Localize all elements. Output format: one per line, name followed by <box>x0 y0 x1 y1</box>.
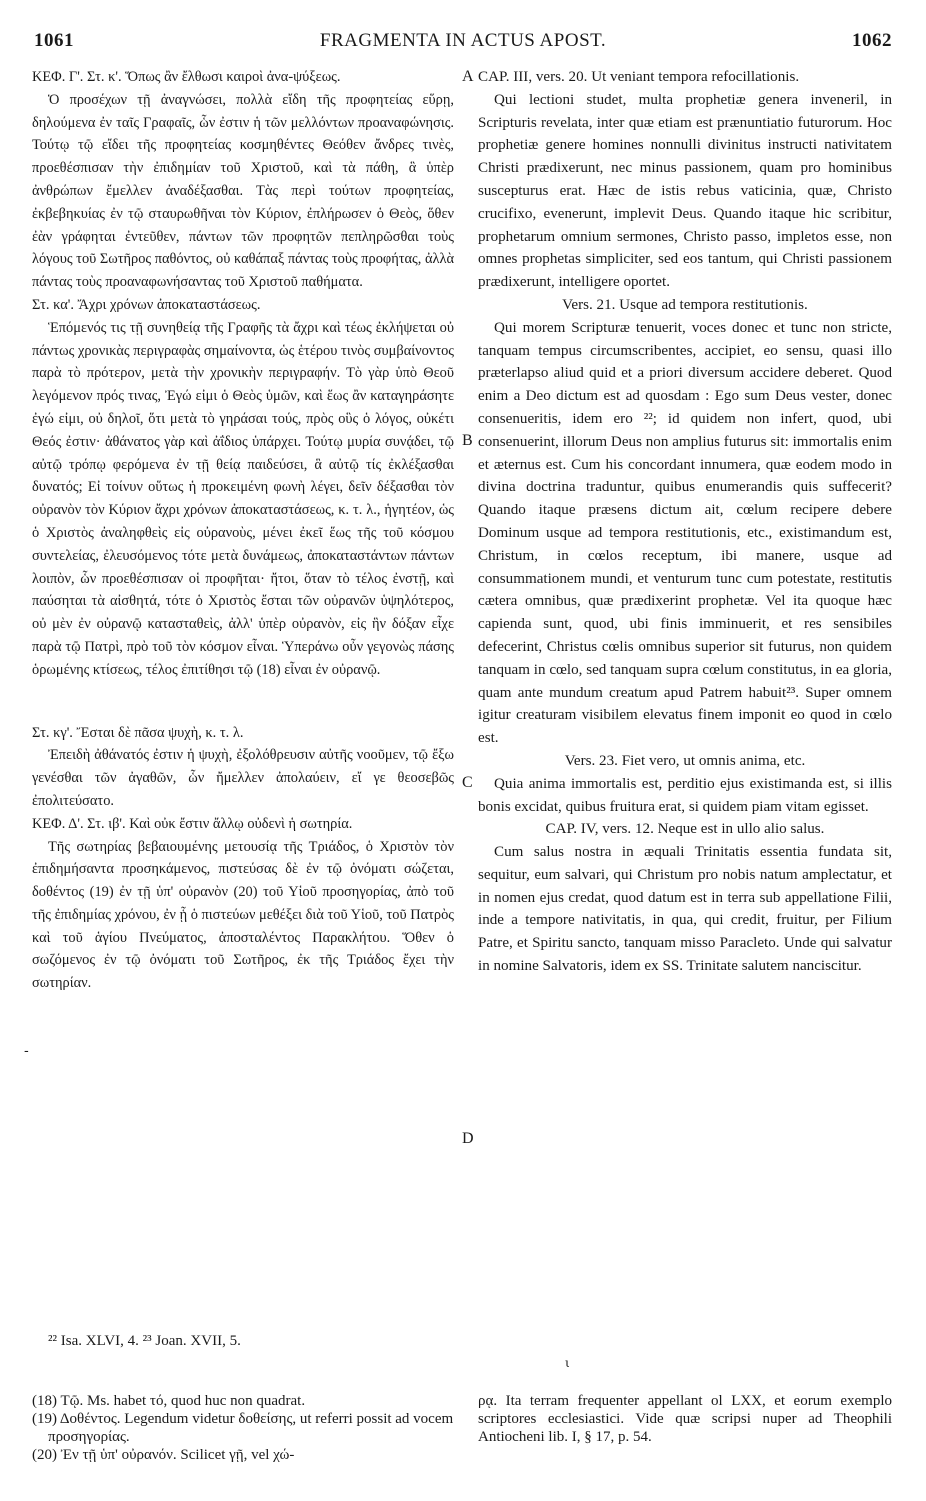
greek-paragraph: Ἑπόμενός τις τῇ συνηθείᾳ τῆς Γραφῆς τὰ ἄχρι καὶ τέως ἐκλήψεται οὐ πάντως χρονικὰς περιγραφὰς σημαίνοντα, ὡς ἑτέρου τινὸς συμβαίνοντος παρὰ τὸ πρότερον, μετὰ τὴν χρονικὴν περιγραφήν. Τὸ γὰρ ὑπὸ Θεοῦ λεγόμενον πρός τινας, Ἐγώ εἰμι ὁ Θεὸς ὑμῶν, καὶ ἕως ἂν καταγηράσητε ἐγώ εἰμι, οὐ δηλοῖ, ὅτι μετὰ τὸ γηράσαι τούς, πρὸς οὓς ὁ λόγος, οὐκέτι Θεός ἐστιν· ἀθάνατος γὰρ καὶ ἀΐδιος ὑπάρχει. Τούτῳ μυρία συνᾴδει, τῷ αὐτῷ τρόπῳ φερόμενα ἐν τῇ θείᾳ παιδεύσει, ἃ αὐτῷ τίς ἐκλέξασθαι δυνατός; Εἰ τοίνυν οὕτως ἡ προκειμένη φωνὴ λέγει, δεῖν δέξασθαι τὸν οὐρανὸν τὸν Κύριον ἄχρι χρόνων ἀποκαταστάσεως, κ. τ. λ., ἡγητέον, ὡς ὁ Χριστὸς ἀναληφθεὶς εἰς οὐρανοὺς, μένει ἐκεῖ ἕως τῆς τοῦ κόσμου συντελείας, ἐλευσόμενος τότε μετὰ δυνάμεως, ἀποκαταστάντων πάντων λοιπὸν, ὧν προεθέσπισαν οἱ προφῆται· ἤτοι, ὅταν τὸ τέλος ἐνστῇ, καὶ παύσηται τὰ αἰσθητά, τότε ὁ Χριστὸς ἔσται τῶν οὐρανῶν ὑψηλότερος, οὐ μὲν ἐν οὐρανῷ κατασταθεὶς, ἀλλ' ὑπὲρ οὐρανὸν, εἰς ἣν δόξαν εἶχε παρὰ τῷ Πατρὶ, πρὸ τοῦ τὸν κόσμον εἶναι. Ὑπεράνω οὖν γεγονὼς πάσης ὁρωμένης κτίσεως, τέλος ἐπιτίθησι τῷ (18) εἶναι ἐν οὐρανῷ. <box>32 319 454 678</box>
running-title: FRAGMENTA IN ACTUS APOST. <box>319 30 607 51</box>
latin-heading: CAP. IV, vers. 12. Neque est in ullo alio salus. <box>545 821 825 838</box>
latin-paragraph: Cum salus nostra in æquali Trinitatis essentia fundata sit, sequitur, eum salvari, qui Christum pro nobis natum amplectatur, et in nomen ejus credat, quod datum est in terra sub appellatione Filii, inde a tempore nativitatis, in qua, qui credit, fruitur, per Filium Patre, et Spiritu sancto, tanquam misso Paracleto. Unde qui salvatur in nomine Salvatoris, idem ex SS. Trinitate salutem nanciscitur. <box>478 844 892 975</box>
page-number-right: 1062 <box>852 30 892 51</box>
margin-letter-d: D <box>462 1130 474 1147</box>
greek-column <box>32 66 454 995</box>
latin-column <box>478 66 892 978</box>
greek-heading: ΚΕΦ. Δ'. Στ. ιβ'. Καὶ οὐκ ἔστιν ἄλλῳ οὐδενὶ ἡ σωτηρία. <box>32 815 353 832</box>
note-20: (20) Ἐν τῇ ὑπ' οὐρανόν. Scilicet γῇ, vel χώ- <box>32 1447 295 1463</box>
greek-heading: Στ. κα'. Ἄχρι χρόνων ἀποκαταστάσεως. <box>32 296 261 313</box>
margin-letter-b: B <box>462 432 473 449</box>
stray-mark: ι <box>565 1356 570 1370</box>
stray-dash: - <box>24 1043 29 1059</box>
latin-heading: CAP. III, vers. 20. Ut veniant tempora refocillationis. <box>478 69 800 85</box>
page-number-left: 1061 <box>34 30 74 51</box>
notes-right: ρᾳ. Ita terram frequenter appellant ol LXX, et eorum exemplo scriptores ecclesiastici. Vide quæ scripsi nuper ad Theophili Antiocheni lib. I, § 17, p. 54. <box>478 1393 892 1445</box>
margin-letter-a: A <box>462 68 474 85</box>
note-19: (19) Δοθέντος. Legendum videtur δοθείσης, ut referri possit ad vocem προσηγορίας. <box>32 1411 454 1445</box>
latin-paragraph: Quia anima immortalis est, perditio ejus existimanda est, si illis bonis excidat, quibus fruitura erat, si quidem piam vitam egisset. <box>478 775 892 815</box>
greek-paragraph: Ἐπειδὴ ἀθάνατός ἐστιν ἡ ψυχὴ, ἐξολόθρευσιν αὐτῆς νοοῦμεν, τῷ ἔξω γενέσθαι τῶν ἀγαθῶν, ὧν ἤμελλεν ἀπολαύειν, εἴ γε θεοσεβῶς ἐπολιτεύσατο. <box>32 747 454 809</box>
running-header <box>34 30 892 56</box>
greek-heading: ΚΕΦ. Γ'. Στ. κ'. Ὅπως ἂν ἔλθωσι καιροὶ ἀνα-ψύξεως. <box>32 69 341 85</box>
latin-heading: Vers. 21. Usque ad tempora restitutionis. <box>562 296 808 313</box>
note-18: (18) Τῷ. Ms. habet τό, quod huc non quadrat. <box>32 1393 306 1409</box>
greek-heading: Στ. κγ'. Ἔσται δὲ πᾶσα ψυχὴ, κ. τ. λ. <box>32 724 244 741</box>
latin-paragraph: Qui lectioni studet, multa prophetiæ genera inveneril, in Scripturis revelata, inter quæ etiam est prænuntiatio futurorum. Hoc prophetiæ genere homines nonnulli divinitus instructi nativitatem Christi prædixerunt, nec minus passionem, quam pro hominibus suscepturus erat. Hæc de istis rebus vaticinia, quæ, Christo crucifixo, evenerunt, implevit Deus. Quando itaque hic scribitur, prophetarum omnium sermones, Christo passo, impletos esse, non omnes prophetas simpliciter, sed eos tantum, qui Christi passionem prædixerunt, intelligere oportet. <box>478 91 892 291</box>
greek-paragraph: Τῆς σωτηρίας βεβαιουμένης μετουσίᾳ τῆς Τριάδος, ὁ Χριστὸν τὸν ἐπιδημήσαντα προσηκάμενος, πιστεύσας δὲ ἐν τῷ ὀνόματι σώζεται, δοθέντος (19) ἐν τῇ ὑπ' οὐρανὸν (20) τοῦ Υἱοῦ προσηγορίας, ἀπὸ τοῦ τῆς ἐπιδημίας χρόνου, ἐν ᾗ ὁ πιστεύων μεθέξει διὰ τοῦ Υἱοῦ, τοῦ Πατρὸς καὶ τοῦ ἁγίου Πνεύματος, ἀποσταλέντος Παρακλήτου. Ὅθεν ὁ σωζόμενος ἐν τῷ ὀνόματι τοῦ Σωτῆρος, ἐκ τῆς Τριάδος ἔχει τὴν σωτηρίαν. <box>32 838 454 992</box>
greek-spacer <box>32 682 454 722</box>
scripture-references: ²² Isa. XLVI, 4. ²³ Joan. XVII, 5. <box>48 1333 241 1349</box>
greek-paragraph: Ὁ προσέχων τῇ ἀναγνώσει, πολλὰ εἴδη τῆς προφητείας εὕρῃ, δηλούμενα ἐν ταῖς Γραφαῖς, ὧν ἐστιν ἡ τῶν μελλόντων προαναφώνησις. Τούτῳ τῷ εἴδει τῆς προφητείας κοσμηθέντες Θεόθεν ἄνδρες τινὲς, προεθέσπισαν τὴν ἐπιδημίαν τοῦ Χριστοῦ, καὶ τὰ πάθη, ἃ ὑπὲρ ἀνθρώπων ἔμελλεν ἀναδέξασθαι. Τὰς περὶ τούτων προφητείας, ἐκβεβηκυίας ἐν τῷ σταυρωθῆναι τὸν Κύριον, ἐπλήρωσεν ὁ Θεὸς, ὅθεν ἐὰν γράφηται ἐντεῦθεν, πάντων τῶν προφητῶν πεπληρῶσθαι τοὺς λόγους τοῦ Σωτῆρος παθόντος, οὐ καθάπαξ πάντας τοὺς προφήτας, ἀλλὰ πάντας τοὺς προαναφωνήσαντας τοῦ Χριστοῦ παθήματα. <box>32 91 454 291</box>
margin-letter-c: C <box>462 774 473 791</box>
latin-paragraph: Qui morem Scripturæ tenuerit, voces donec et tunc non stricte, tanquam tempus circumscribentes, accipiet, eo sensu, quasi illo præterlapso aliud quid et a priori diversum accidere deberet. Quod enim a Deo dictum est ad quosdam : Ego sum Deus vester, donec consenueritis, idem ero ²²; id quidem non infert, quod, ubi consenuerint, illorum Deus non amplius futurus sit: immortalis enim et æternus est. Cum his concordant innumera, quæ eodem modo in divina doctrina traduntur, quibus enumerandis quis suffecerit? Quando itaque præsens dictum ait, cœlum recipere debere Dominum usque ad tempora restitutionis, etc., existimandum est, Christum, in cœlos receptum, ibi manere, usque ad consummationem mundi, et venturum tunc cum potestate, restitutis cætera omnibus, quæ prædixerint prophetæ. Vel ita quoque hæc capienda sunt, quod, ubi finis imminuerit, et res sensibiles defecerint, Christus cœlis omnibus superior sit futurus, non quidem tanquam in cœlo, sed tanquam supra cœlum constitutus, in ea gloria, quam ante mundum creatum apud Patrem habuit²³. Super omnem igitur creaturam visibilem elevatus finem imponit eo quod in cœlo est. <box>478 319 892 747</box>
notes-left <box>32 1392 457 1464</box>
latin-heading: Vers. 23. Fiet vero, ut omnis anima, etc. <box>564 752 806 769</box>
